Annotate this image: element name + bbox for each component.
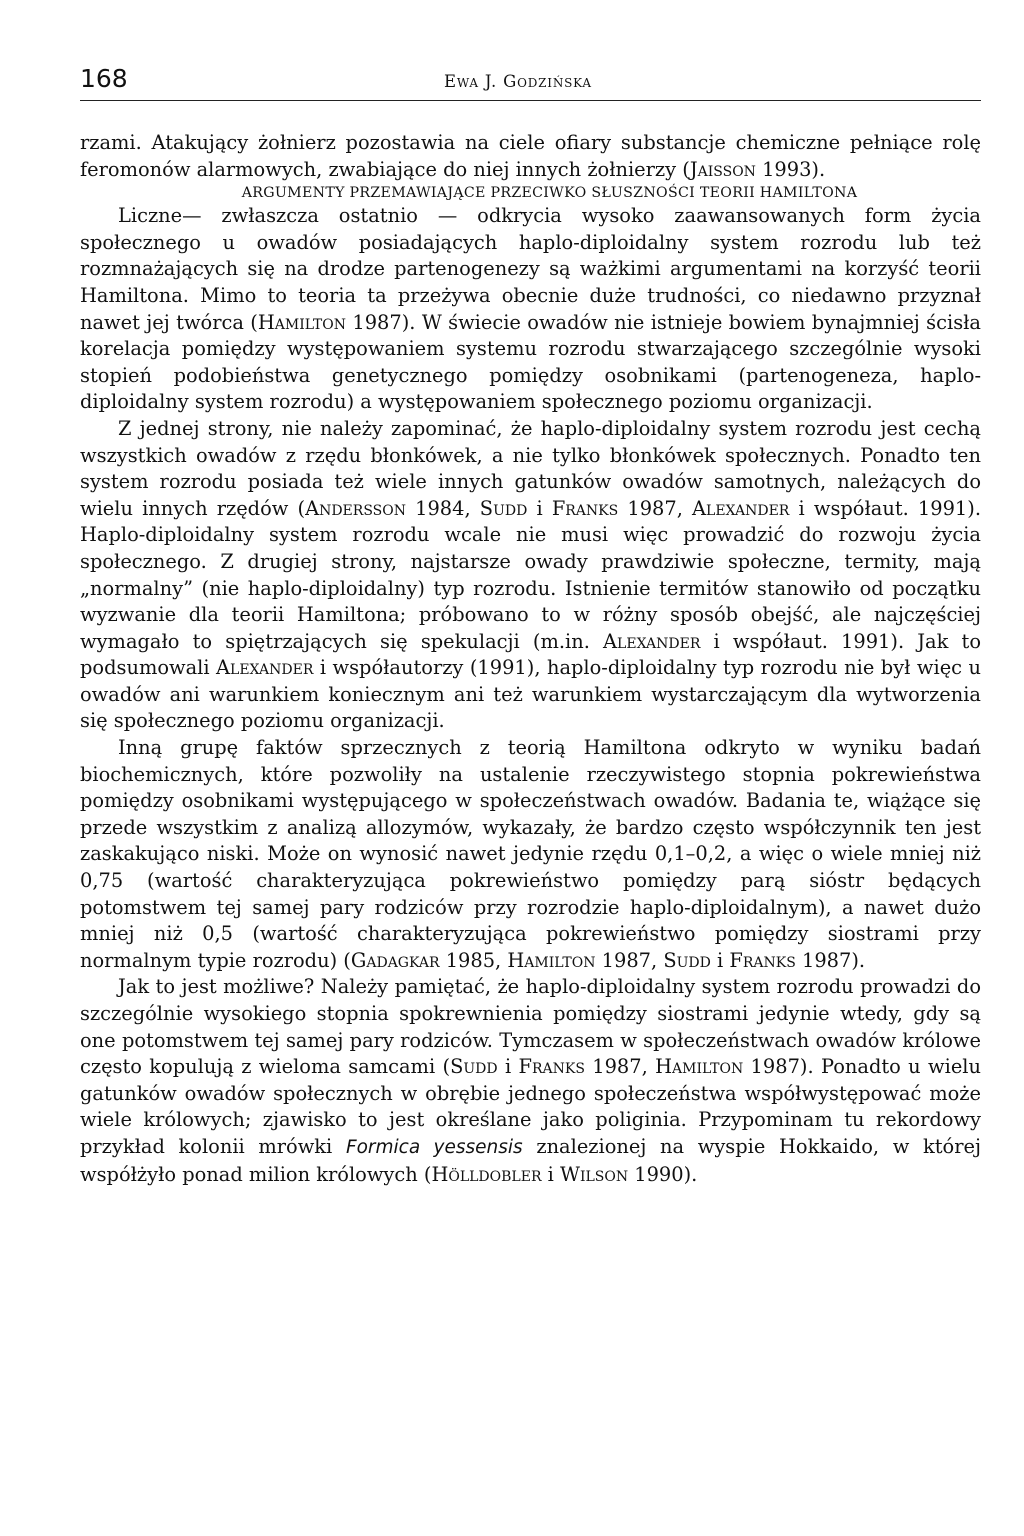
section-heading: ARGUMENTY PRZEMAWIAJĄCE PRZECIWKO SŁUSZNOŚCI TEORII HAMILTONA (241, 185, 858, 202)
citation-author: Alexander (216, 656, 314, 680)
citation-author: Sudd (479, 496, 528, 520)
citation-author: Wilson (560, 1162, 629, 1186)
citation-author: Hamilton (507, 948, 596, 972)
species-name: Formica yessensis (345, 1136, 523, 1158)
citation-author: Andersson (305, 496, 406, 520)
text-run: Inną grupę faktów sprzecznych z teorią Hamiltona odkryto w wyniku badań biochemicznych, które pozwoliły na ustalenie rzeczywistego stopnia pokrewieństwa pomiędzy osobnikami występującego w społeczeństwach owadów. Badania te, wiążące się przede wszystkim z analizą allozymów, wykazały, że bardzo często współczynnik ten jest zaskakująco niski. Może on wynosić nawet jedynie rzędu 0,1–0,2, a więc o wiele mniej niż 0,75 (wartość charakteryzująca pokrewieństwo pomiędzy parą sióstr będących potomstwem tej samej pary rodziców przy rozrodzie haplo-diploidalnym), a nawet dużo mniej niż 0,5 (wartość charakteryzująca pokrewieństwo pomiędzy siostrami przy normalnym typie rozrodu) ( (80, 736, 981, 972)
paragraph-4 (80, 974, 981, 1188)
text-run: 1987). (795, 948, 866, 972)
citation-author: Sudd (663, 948, 711, 972)
text-run: 1993). (755, 157, 826, 181)
citation-author: Franks (729, 948, 796, 972)
text-run: 1985, (439, 948, 508, 972)
running-header-author: Ewa J. Godzińska (444, 72, 592, 91)
text-run: 1987, (618, 496, 693, 520)
citation-author: Sudd (450, 1055, 498, 1079)
text-run: rzami. Atakujący żołnierz pozostawia na ciele ofiary substancje chemiczne pełniące rolę feromonów alarmowych, zwabiające do niej innych żołnierzy ( (80, 131, 981, 181)
citation-author: Gadagkar (350, 948, 440, 972)
text-run: i współautorzy (1991), haplo-diploidalny typ rozrodu nie był więc u owadów ani warunkiem koniecznym ani też warunkiem wystarczającym dla wytworzenia się społecznego poziomu organizacji. (80, 656, 981, 733)
text-run: Z jednej strony, nie należy zapominać, że haplo-diploidalny system rozrodu jest cechą wszystkich owadów z rzędu błonkówek, a nie tylko błonkówek społecznych. Ponadto ten system rozrodu posiada też wiele innych gatunków owadów samotnych, należących do wielu innych rzędów ( (80, 416, 981, 520)
text-run: 1990). (628, 1162, 698, 1186)
text-run: i (541, 1162, 561, 1186)
citation-author: Hölldobler (431, 1162, 542, 1186)
citation-author: Jaisson (689, 157, 756, 181)
text-run: znalezionej na wyspie Hokkaido, w której współżyło ponad milion królowych ( (80, 1134, 981, 1186)
running-header (80, 64, 981, 101)
text-run: 1987). Ponadto u wielu gatunków owadów społecznych w obrębie jednego społeczeństwa współwystępować może wiele królowych; zjawisko to jest określane jako poliginia. Przypominam tu rekordowy przykład kolonii mrówki (80, 1055, 981, 1158)
text-run: i współaut. 1991). Jak to podsumowali (80, 629, 981, 680)
paragraph-3 (80, 735, 981, 974)
citation-author: Hamilton (257, 310, 346, 334)
text-run: i (710, 948, 730, 972)
text-run: Liczne— zwłaszcza ostatnio — odkrycia wysoko zaawansowanych form życia społecznego u owadów posiadających haplo-diploidalny system rozrodu lub też rozmnażających się na drodze partenogenezy są ważkimi argumentami na korzyść teorii Hamiltona. Mimo to teoria ta przeżywa obecnie duże trudności, co niedawno przyznał nawet jej twórca ( (80, 204, 981, 334)
text-run: 1987). W świecie owadów nie istnieje bowiem bynajmniej ścisła korelacja pomiędzy występowaniem systemu rozrodu stwarzającego szczególnie wysoki stopień podobieństwa genetycznego pomiędzy osobnikami (partenogeneza, haplo-diploidalny system rozrodu) a występowaniem społecznego poziomu organizacji. (80, 310, 981, 414)
citation-author: Alexander (603, 629, 701, 653)
text-run: i współaut. 1991). Haplo-diploidalny system rozrodu wcale nie musi więc prowadzić do rozwoju życia społecznego. Z drugiej strony, najstarsze owady prawdziwie społeczne, termity, mają „normalny” (nie haplo-diploidalny) typ rozrodu. Istnienie termitów stanowiło od początku wyzwanie dla teorii Hamiltona; próbowano to w różny sposób obejść, ale najczęściej wymagało to spiętrzających się spekulacji (m.in. (80, 496, 981, 653)
citation-author: Franks (551, 496, 619, 520)
citation-author: Hamilton (655, 1055, 744, 1079)
body-text (80, 130, 981, 1188)
text-run: Jak to jest możliwe? Należy pamiętać, że haplo-diploidalny system rozrodu prowadzi do szczególnie wysokiego stopnia spokrewnienia pomiędzy siostrami jedynie wtedy, gdy są one potomstwem tej samej pary rodziców. Tymczasem w społeczeństwach owadów królowe często kopulują z wieloma samcami ( (80, 975, 981, 1079)
text-run: 1987, (595, 948, 664, 972)
paragraph-1 (80, 203, 981, 416)
text-run: 1987, (584, 1055, 656, 1079)
paragraph-0 (80, 130, 981, 183)
page-number: 168 (80, 64, 128, 93)
text-run: i (497, 1055, 519, 1079)
text-run: i (527, 496, 552, 520)
text-run: 1984, (405, 496, 480, 520)
citation-author: Alexander (692, 496, 790, 520)
citation-author: Franks (518, 1055, 585, 1079)
paragraph-2 (80, 416, 981, 735)
